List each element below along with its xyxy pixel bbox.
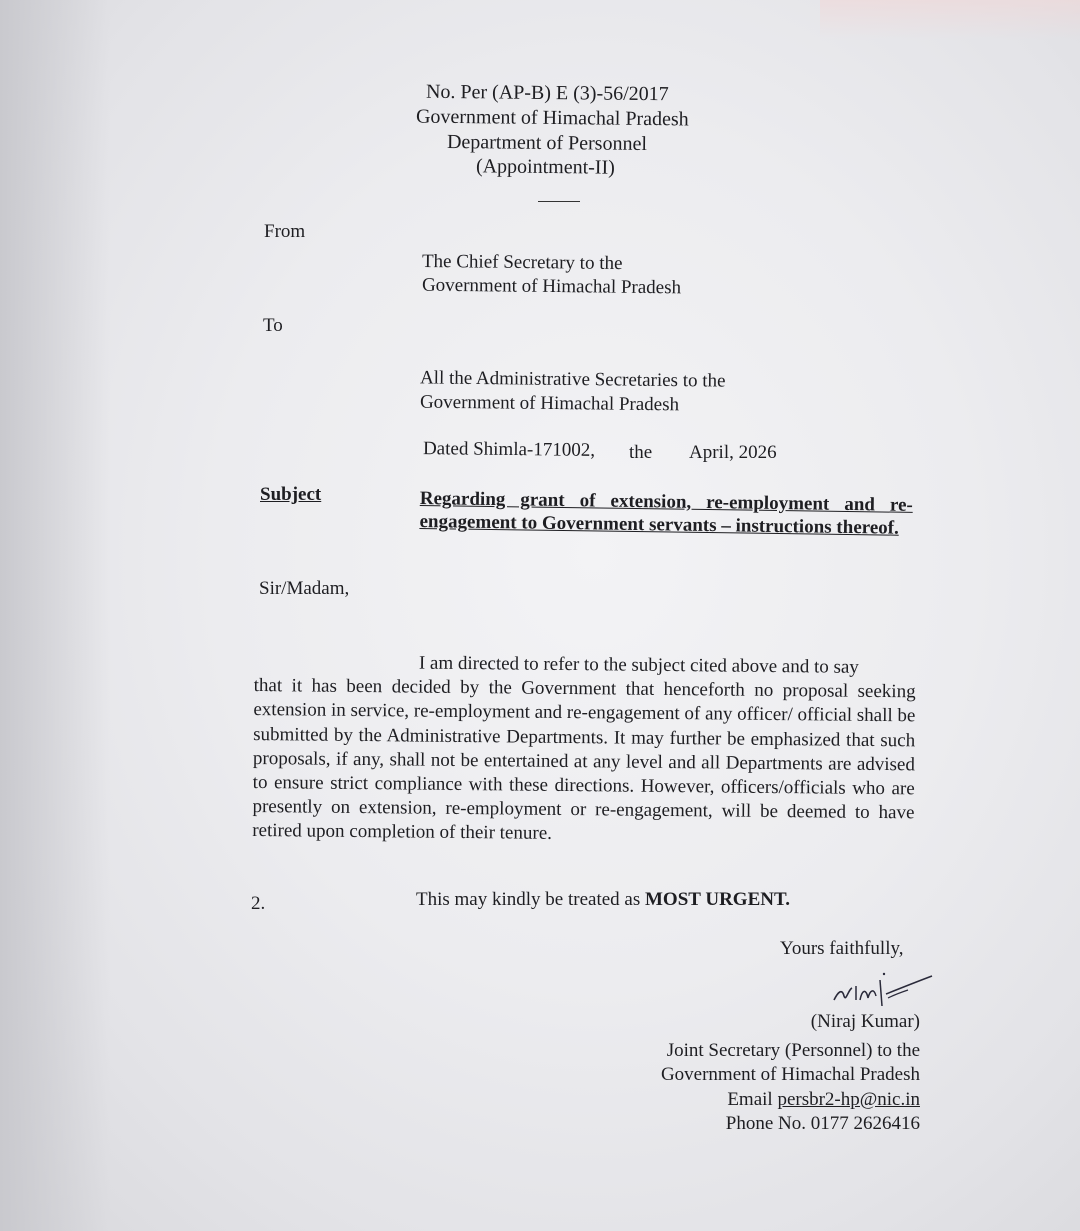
from-line-1: The Chief Secretary to the <box>421 250 623 275</box>
paragraph-1 <box>252 650 916 850</box>
paragraph-2-number: 2. <box>251 893 266 914</box>
signatory-email-line <box>661 1088 920 1113</box>
paragraph-1-first-line: I am directed to refer to the subject cited above and to say <box>418 652 859 678</box>
reference-number: No. Per (AP-B) E (3)-56/2017 <box>425 80 669 106</box>
salutation: Sir/Madam, <box>259 578 350 599</box>
signatory-phone: Phone No. 0177 2626416 <box>725 1113 920 1134</box>
email-address[interactable]: persbr2-hp@nic.in <box>777 1088 920 1110</box>
to-label: To <box>263 315 283 336</box>
from-label: From <box>264 221 306 242</box>
header-divider <box>538 201 580 202</box>
signatory-government: Government of Himachal Pradesh <box>660 1064 920 1085</box>
dated-date: April, 2026 <box>689 442 777 463</box>
paragraph-1-body: that it has been decided by the Government that henceforth no proposal seeking extension in service, re-employment and re-engagement of any officer/ official shall be submitted by the Administrative Departments. It may further be emphasized that such proposals, if any, shall not be entertained at any level and all Departments are advised to ensure strict compliance with these directions. However, officers/officials who are presently on extension, re-employment or re-engagement, will be deemed to have retired upon completion of their tenure. <box>252 675 916 845</box>
to-line-2: Government of Himachal Pradesh <box>419 391 680 416</box>
email-label: Email <box>727 1088 773 1110</box>
header-department: Department of Personnel <box>446 130 648 156</box>
header-government: Government of Himachal Pradesh <box>415 105 689 131</box>
paragraph-2-text: This may kindly be treated as <box>416 889 641 910</box>
signatory-designation: Joint Secretary (Personnel) to the <box>666 1039 920 1061</box>
header-section: (Appointment-II) <box>475 155 615 179</box>
to-line-1: All the Administrative Secretaries to the <box>419 367 726 392</box>
signatory-name: (Niraj Kumar) <box>810 1011 920 1032</box>
subject-label: Subject <box>260 484 322 505</box>
scan-shadow <box>0 0 110 1231</box>
subject-text: Regarding grant of extension, re-employment and re-engagement to Government servants – instructions thereof. <box>419 487 913 539</box>
closing: Yours faithfully, <box>780 938 904 959</box>
dated-the: the <box>629 442 653 463</box>
handwritten-signature <box>826 970 936 1010</box>
dated-place: Dated Shimla-171002, <box>422 438 596 461</box>
scan-tint <box>820 0 1080 40</box>
paragraph-2 <box>416 889 790 911</box>
signature-block <box>661 1010 920 1137</box>
from-line-2: Government of Himachal Pradesh <box>421 274 682 299</box>
paragraph-2-emphasis: MOST URGENT. <box>645 889 790 910</box>
